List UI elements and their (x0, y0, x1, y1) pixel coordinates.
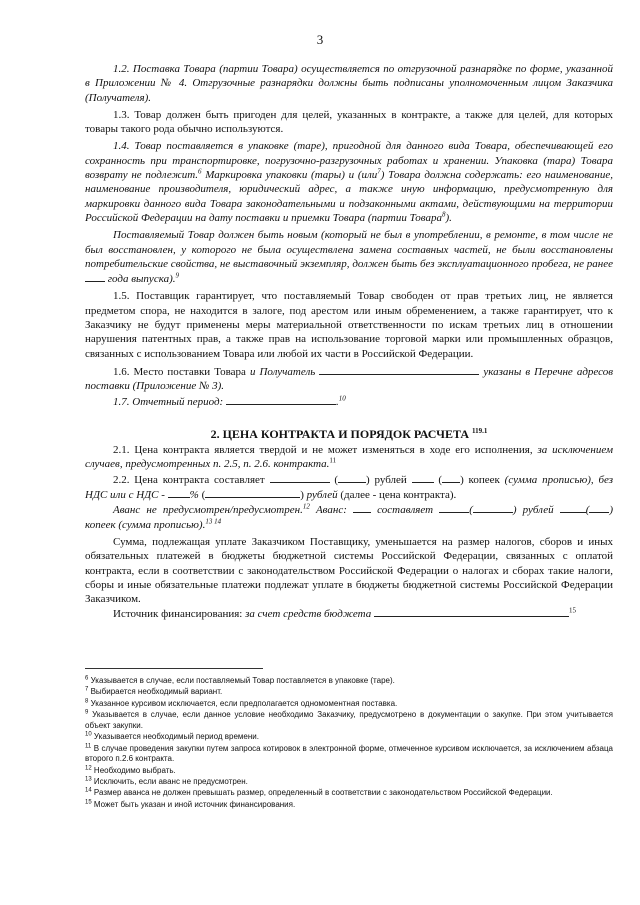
footnote-ref: 13 14 (205, 516, 222, 525)
footnote: $^{11}$ В случае проведения закупки путем запроса котировок в электронной форме, отмеченное курсивом исключается, за исключением абзаца второго п.2.6 контракта. (85, 743, 613, 764)
period-blank (226, 394, 336, 405)
footnote-ref: 12 (302, 502, 310, 511)
clause-1-7: 1.7. Отчетный период: .$^{10}$ (113, 393, 346, 408)
footnote: $^{12}$ Необходимо выбрать. (85, 764, 176, 775)
footnote: $^{13}$ Исключить, если аванс не предусмотрен. (85, 776, 248, 786)
footnote-ref: 8 (442, 210, 446, 219)
price-blank (270, 472, 330, 483)
footnote: $^{15}$ Может быть указан и иной источник финансирования. (85, 799, 296, 809)
footnote: $^9$ Указывается в случае, если данное условие необходимо Заказчику, предусмотрено в документации о закупке. При этом учитывается объект закупки. (85, 709, 613, 730)
clause-1-4: 1.4. Товар поставляется в упаковке (таре), пригодной для данного вида Товара, обеспечивающей его сохранность при транспортировке, погрузочно-разгрузочных работах и хранении. Упаковка (тара) Товара возврату не подлежит.$^6$ Маркировка упаковки (тары) и (или$^7$) Товара должна содержать: его наименование, наименование производителя, юридический адрес, а также иную информацию, предусмотренную для маркировки данного вида Товара законодательными и подзаконными актами, действующими на территории Российской Федерации на дату поставки и приемки Товара (партии Товара$^8$). (85, 140, 613, 224)
footnote-ref: 11 (329, 456, 337, 465)
clause-1-6: 1.6. Место поставки Товара и Получатель указаны в Перечне адресов поставки (Приложение № 3). (85, 365, 614, 393)
recipient-blank (319, 364, 479, 375)
section-2-heading: 2. ЦЕНА КОНТРАКТА И ПОРЯДОК РАСЧЕТА $^{119.1}$ (210, 426, 488, 441)
footnote-ref: 6 (198, 167, 202, 176)
footnote-ref: 9 (175, 271, 179, 280)
clause-funding-source: Источник финансирования: за счет средств бюджета $^{15}$ (113, 606, 576, 621)
funding-blank (374, 606, 569, 617)
clause-new-goods: Поставляемый Товар должен быть новым (который не был в употреблении, в ремонте, в том числе не был восстановлен, у которого не была осуществлена замена составных частей, не были восстановлены потребительские свойства, не выставочный экземпляр, должен быть без эксплуатационного пробега, не ранее года выпуска).$^9$ (85, 229, 613, 286)
footnote: $^{14}$ Размер аванса не должен превышать размер, определенный в соответствии с законодательством Российской Федерации. (85, 787, 553, 798)
footnote: $^6$ Указывается в случае, если поставляемый Товар поставляется в упаковке (таре). (85, 675, 395, 685)
footnotes (85, 676, 613, 811)
footnote: $^{10}$ Указывается необходимый период времени. (85, 731, 259, 742)
clause-2-2: 2.2. Цена контракта составляет ( ) рублей ( ) копеек (сумма прописью), без НДС или с НДС - % ( ) рублей (далее - цена контракта). (85, 473, 614, 502)
footnote: $^8$ Указанное курсивом исключается, если предполагается одномоментная поставка. (85, 698, 398, 708)
year-blank (85, 271, 105, 282)
footnote-ref: 15 (569, 606, 576, 615)
clause-tax-deduction: Сумма, подлежащая уплате Заказчиком Поставщику, уменьшается на размер налогов, сборов и иных обязательных платежей в бюджеты бюджетной системы Российской Федерации, связанных с оплатой контракта, если в соответствии с законодательством Российской Федерации о налогах и сборах такие налоги, сборы и иные обязательные платежи подлежат уплате в бюджеты бюджетной системы Российской Федерации Заказчиком. (85, 535, 613, 606)
clause-advance: Аванс не предусмотрен/предусмотрен.$^{12}$ Аванс: составляет ( ) рублей ( ) копеек (сумма прописью).$^{13 14}$ (85, 502, 614, 531)
clause-1-3: 1.3. Товар должен быть пригоден для целей, указанных в контракте, а также для целей, для которых товары такого рода обычно используются. (85, 108, 613, 136)
clause-1-5: 1.5. Поставщик гарантирует, что поставляемый Товар свободен от прав третьих лиц, не является предметом спора, не находится в залоге, под арестом или иным обременением, а также гарантирует, что к Заказчику не будут применены меры материальной ответственности по искам третьих лиц в отношении нарушения патентных прав, а также прав на использование торговой марки или промышленных образцов, связанных с использованием Товара или любой их части в Российской Федерации. (85, 290, 613, 360)
footnote-ref: 7 (377, 167, 381, 176)
document-body (85, 62, 613, 622)
page-number: 3 (316, 32, 324, 47)
footnote-ref: 10 (338, 393, 346, 402)
footnote: $^7$ Выбирается необходимый вариант. (85, 686, 223, 697)
footnote-separator (85, 668, 263, 669)
clause-2-1: 2.1. Цена контракта является твердой и не может изменяться в ходе его исполнения, за исключением случаев, предусмотренных п. 2.5, п. 2.6. контракта.$^{11}$ (85, 444, 613, 471)
clause-1-2: 1.2. Поставка Товара (партии Товара) осуществляется по отгрузочной разнарядке по форме, указанной в Приложении № 4. Отгрузочные разнарядки должны быть подписаны уполномоченным лицом Заказчика (Получателя). (85, 63, 613, 104)
